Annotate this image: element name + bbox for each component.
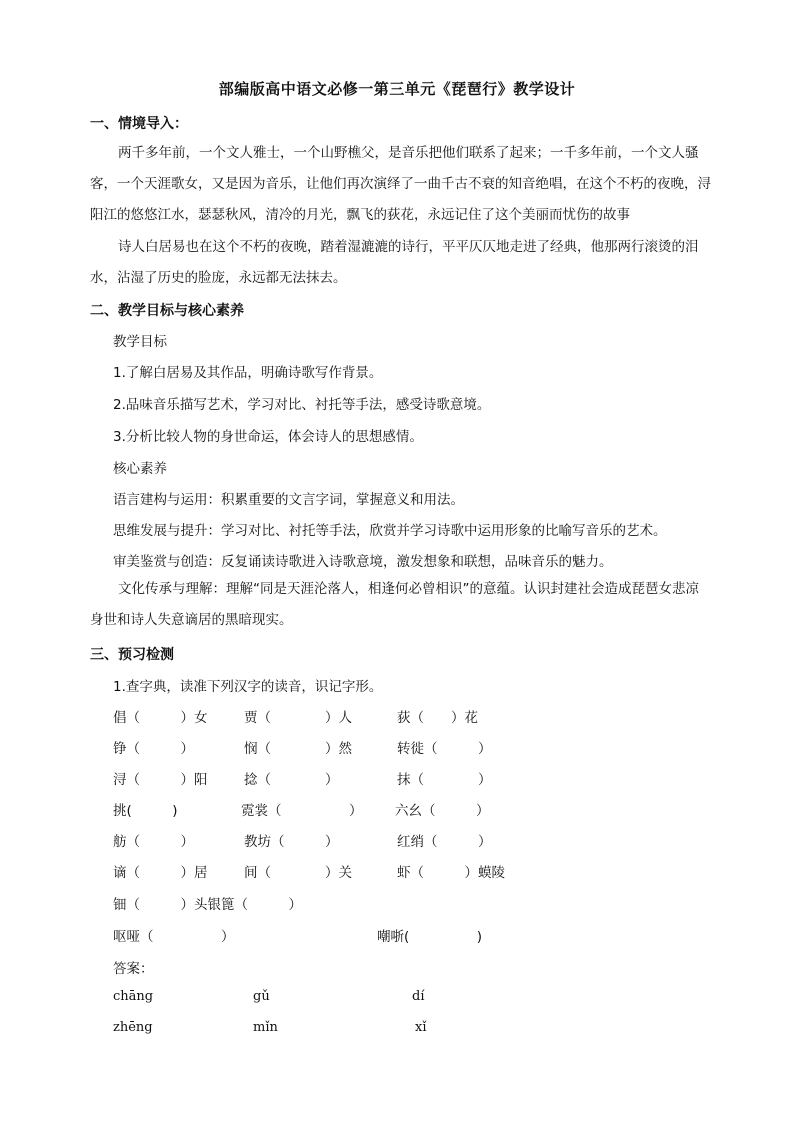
answer-pinyin: gǔ [253, 989, 270, 1004]
goal-item: 3.分析比较人物的身世命运，体会诗人的思想感情。 [113, 429, 423, 445]
goal-item: 1.了解白居易及其作品，明确诗歌写作背景。 [113, 365, 383, 381]
exercise-item: 间（ ）关 [244, 865, 352, 881]
exercise-item: 虾（ ）蟆陵 [397, 865, 505, 881]
answer-label: 答案： [113, 961, 154, 977]
answer-pinyin: xǐ [415, 1020, 427, 1035]
core-item: 审美鉴赏与创造：反复诵读诗歌进入诗歌意境，激发想象和联想，品味音乐的魅力。 [113, 554, 613, 570]
exercise-item: 贾（ ）人 [244, 710, 352, 726]
exercise-item: 荻（ ）花 [397, 710, 478, 726]
section-3-heading: 三、预习检测 [90, 647, 174, 663]
core-item: 思维发展与提升：学习对比、衬托等手法，欣赏并学习诗歌中运用形象的比喻写音乐的艺术。 [113, 523, 667, 539]
exercise-item: 挑( ) [113, 803, 178, 819]
exercise-item: 铮（ ） [113, 741, 194, 757]
section-1-heading: 一、情境导入： [90, 116, 188, 132]
intro-paragraph-2: 诗人白居易也在这个不朽的夜晚，踏着湿漉漉的诗行，平平仄仄地走进了经典，他那两行滚烫的泪水，沾湿了历史的脸庞，永远都无法抹去。 [90, 239, 699, 286]
exercise-item: 霓裳（ ） [241, 803, 363, 819]
answer-pinyin: mǐn [253, 1020, 278, 1035]
intro-paragraph-1: 两千多年前，一个文人雅士，一个山野樵父，是音乐把他们联系了起来；一千多年前，一个文人骚客，一个天涯歌女，又是因为音乐，让他们再次演绎了一曲千古不衰的知音绝唱，在这个不朽的夜晚，浔阳江的悠悠江水，瑟瑟秋风，清冷的月光，飘飞的荻花，永远记住了这个美丽而忧伤的故事 [90, 145, 711, 223]
exercise-item: 六幺（ ） [395, 803, 490, 819]
goal-item: 2.品味音乐描写艺术，学习对比、衬托等手法，感受诗歌意境。 [113, 397, 491, 413]
core-label: 核心素养 [113, 461, 167, 477]
exercise-item: 教坊（ ） [244, 834, 339, 850]
goals-label: 教学目标 [113, 334, 167, 350]
exercise-item: 舫（ ） [113, 834, 194, 850]
exercise-item: 转徙（ ） [397, 741, 492, 757]
answer-pinyin: dí [412, 989, 425, 1004]
section-2-heading: 二、教学目标与核心素养 [90, 303, 244, 319]
core-item: 文化传承与理解：理解“同是天涯沦落人，相逢何必曾相识”的意蕴。认识封建社会造成琵琶女悲凉身世和诗人失意谪居的黑暗现实。 [90, 581, 699, 628]
exercise-item: 捻（ ） [244, 772, 339, 788]
exercise-intro: 1.查字典，读准下列汉字的读音，识记字形。 [113, 679, 383, 695]
exercise-item: 悯（ ）然 [244, 741, 352, 757]
document-title: 部编版高中语文必修一第三单元《琵琶行》教学设计 [218, 80, 576, 98]
answer-pinyin: zhēng [113, 1020, 153, 1035]
exercise-item: 抹（ ） [397, 772, 492, 788]
exercise-item: 倡（ ）女 [113, 710, 208, 726]
core-item: 语言建构与运用：积累重要的文言字词，掌握意义和用法。 [113, 492, 464, 508]
exercise-item: 浔（ ）阳 [113, 772, 208, 788]
exercise-item: 谪（ ）居 [113, 865, 208, 881]
exercise-item: 钿（ ）头银篦（ ） [113, 897, 302, 913]
exercise-item: 红绡（ ） [397, 834, 492, 850]
answer-pinyin: chāng [113, 989, 154, 1004]
exercise-item: 呕哑（ ） [113, 929, 235, 945]
exercise-item: 嘲哳( ) [377, 929, 483, 945]
